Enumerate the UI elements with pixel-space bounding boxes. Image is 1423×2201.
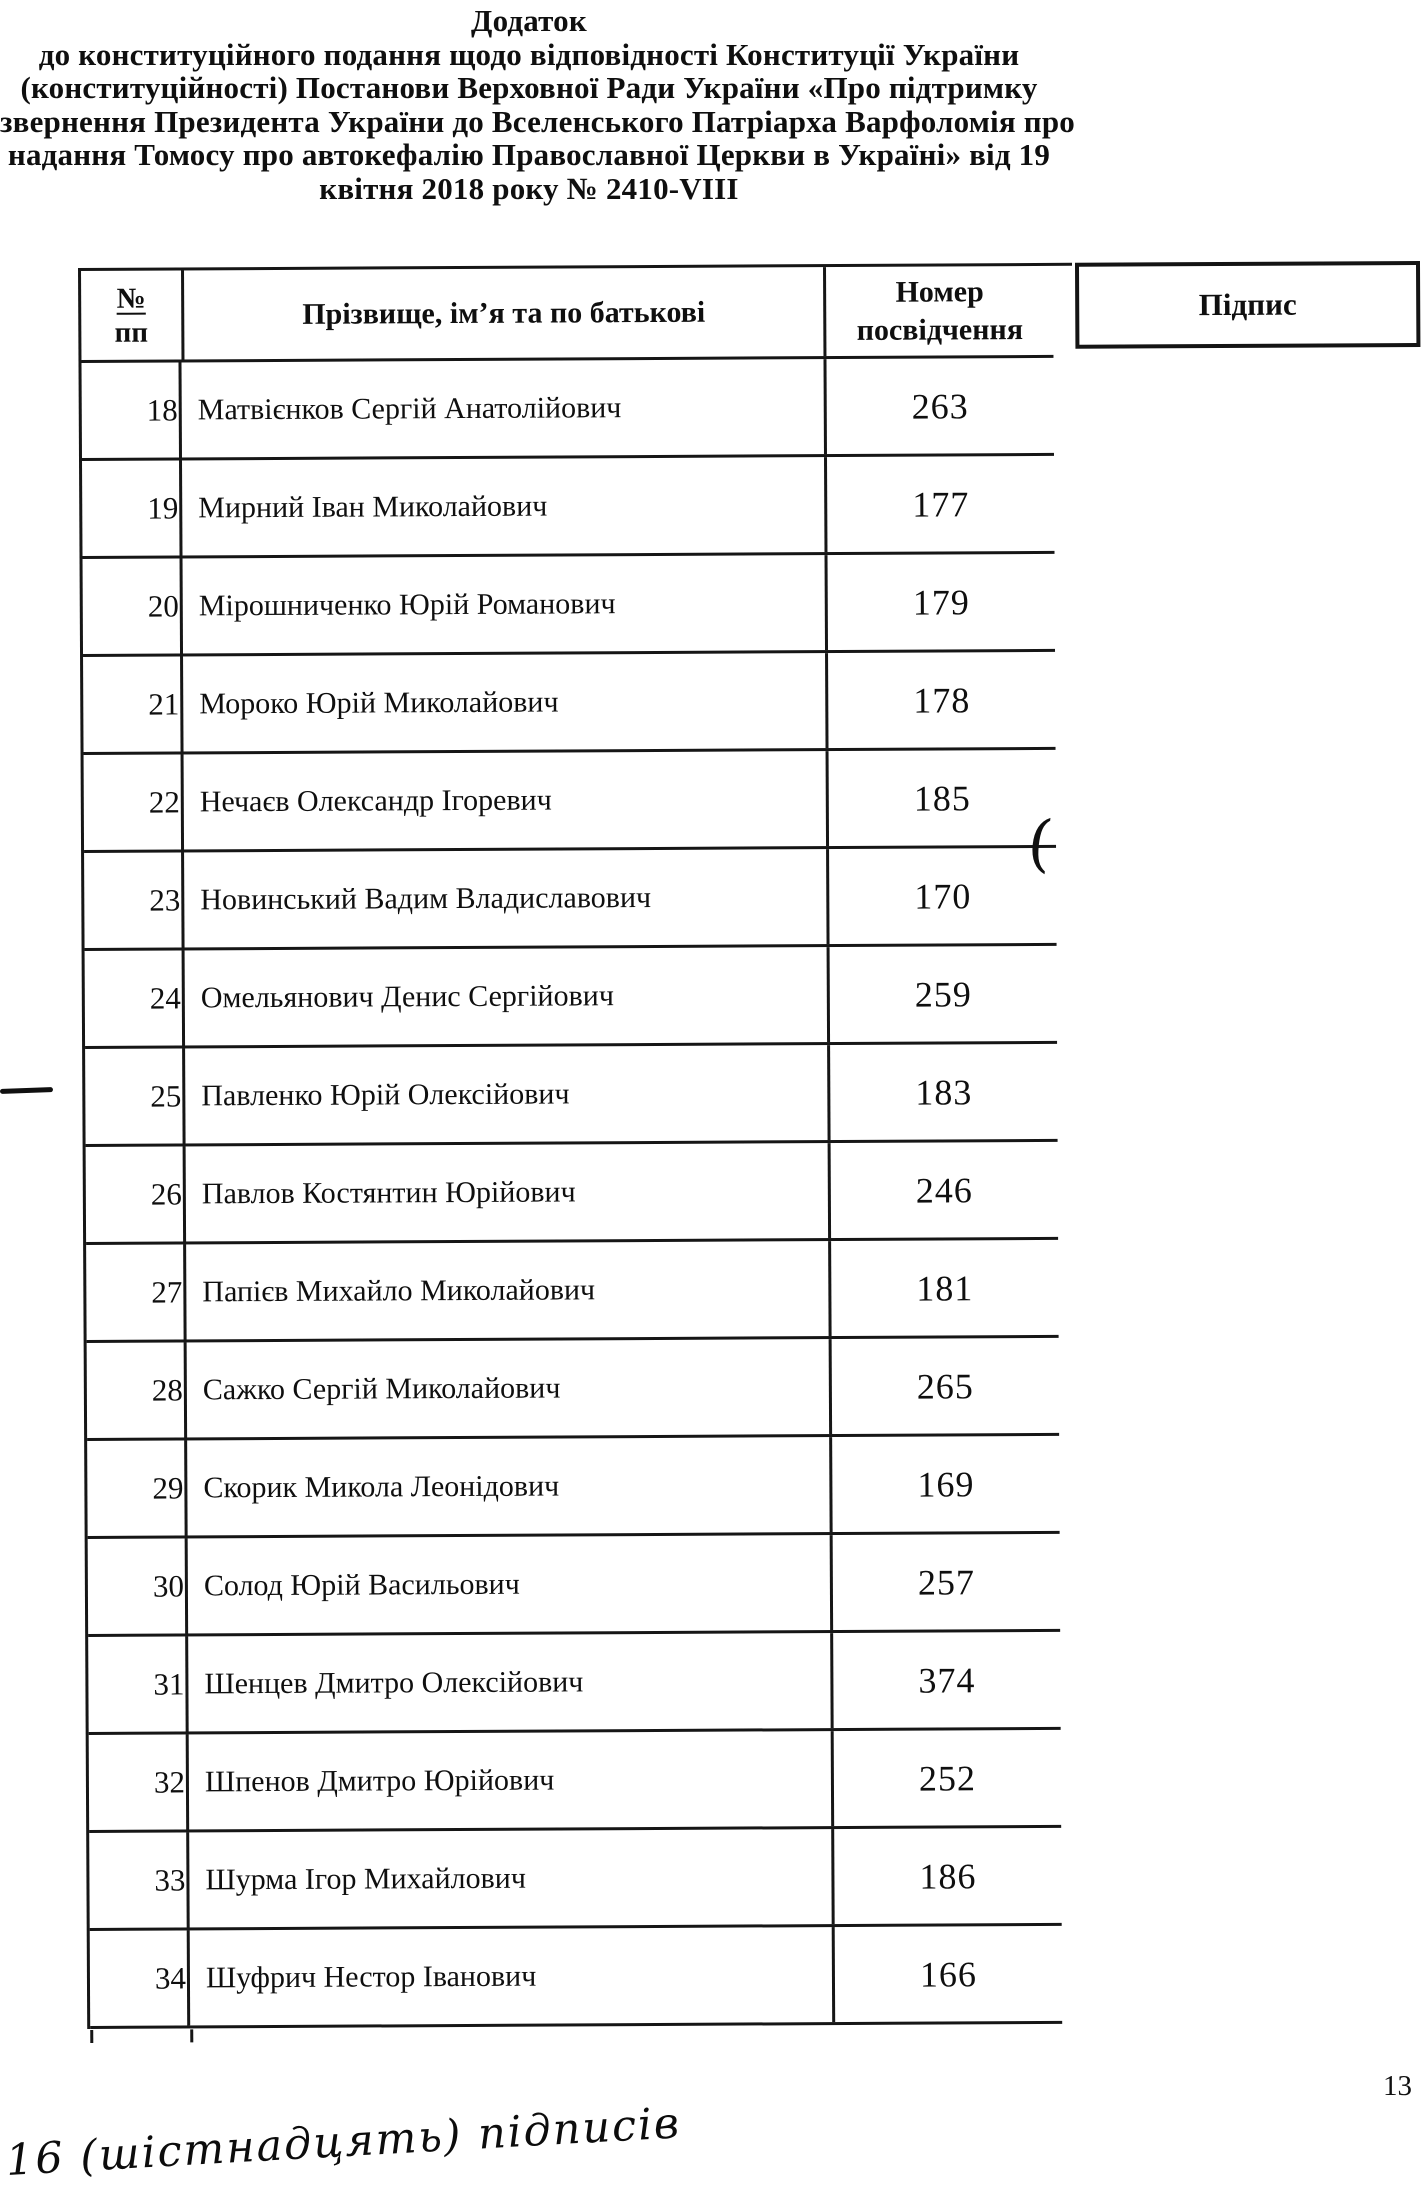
row-index-cell: 19 [82, 460, 182, 556]
data-table [78, 261, 1423, 2058]
page-number: 13 [1383, 2070, 1412, 2102]
cert-header-line2: посвідчення [856, 312, 1024, 347]
column-header-index [81, 270, 184, 360]
table-row [88, 1632, 1060, 1735]
row-name-cell: Павлов Костянтин Юрійович [186, 1143, 831, 1241]
table-row [89, 1730, 1061, 1833]
row-cert-cell: 178 [913, 679, 971, 721]
row-index-cell: 28 [87, 1342, 187, 1438]
table-row [87, 1436, 1059, 1539]
table-main [78, 266, 1062, 2029]
row-name-cell: Шуфрич Нестор Іванович [190, 1927, 835, 2025]
table-row [85, 946, 1057, 1049]
name-header-label: Прізвище, ім’я та по батькові [302, 295, 706, 331]
table-row [86, 1142, 1058, 1245]
row-cert-cell: 169 [917, 1463, 975, 1505]
row-name-cell: Шпенов Дмитро Юрійович [189, 1731, 834, 1829]
row-cert-cell: 177 [912, 483, 970, 525]
table-row [82, 456, 1054, 559]
row-name-cell: Мороко Юрій Миколайович [183, 653, 828, 751]
index-header-line1: № [116, 282, 146, 315]
table-row [81, 358, 1053, 461]
row-index-cell: 25 [85, 1048, 185, 1144]
signature-header-box [1075, 261, 1420, 349]
row-cert-cell: 166 [919, 1953, 978, 1995]
row-index-cell: 34 [90, 1930, 190, 2026]
row-cert-cell: 186 [919, 1855, 977, 1897]
title-line: (конституційності) Постанови Верховної Ради України «Про підтримку [20, 70, 1038, 105]
row-name-cell: Сажко Сергій Миколайович [187, 1339, 832, 1437]
index-header-line2: пп [114, 316, 149, 349]
row-name-cell: Матвієнков Сергій Анатолійович [181, 359, 826, 457]
table-row [85, 1044, 1057, 1147]
cert-header-line1: Номер [895, 274, 984, 309]
column-header-name [184, 267, 826, 359]
row-name-cell: Солод Юрій Васильович [188, 1535, 833, 1633]
row-index-cell: 27 [86, 1244, 186, 1340]
row-index-cell: 33 [89, 1832, 189, 1928]
row-name-cell: Нечаєв Олександр Ігоревич [184, 751, 829, 849]
row-cert-cell: 259 [914, 973, 972, 1015]
table-row [90, 1926, 1062, 2029]
handwritten-paren-mark: ( [1024, 804, 1057, 881]
table-row [89, 1828, 1061, 1931]
row-name-cell: Новинський Вадим Владиславович [184, 849, 829, 947]
row-cert-cell: 374 [918, 1659, 976, 1701]
divider-stub [190, 2029, 193, 2042]
row-cert-cell: 185 [913, 777, 971, 819]
row-cert-cell: 246 [915, 1169, 973, 1211]
document-title [0, 3, 1075, 206]
row-name-cell: Омельянович Денис Сергійович [185, 947, 830, 1045]
handwritten-note: 16 (шістнадцять) підписів [4, 2098, 683, 2186]
table-row [84, 750, 1056, 853]
row-index-cell: 29 [87, 1440, 187, 1536]
row-index-cell: 32 [89, 1734, 189, 1830]
row-index-cell: 30 [88, 1538, 188, 1634]
table-header-row [81, 266, 1053, 363]
table-row [86, 1240, 1058, 1343]
title-line: до конституційного подання щодо відповідності Конституції України [38, 36, 1020, 72]
row-cert-cell: 265 [916, 1365, 974, 1407]
row-index-cell: 20 [83, 558, 183, 654]
row-cert-cell: 263 [911, 385, 969, 427]
table-row [83, 554, 1055, 657]
row-name-cell: Павленко Юрій Олексійович [185, 1045, 830, 1143]
column-header-cert [826, 266, 1053, 356]
row-index-cell: 22 [84, 754, 184, 850]
row-index-cell: 18 [81, 362, 181, 458]
row-name-cell: Скорик Микола Леонідович [187, 1437, 832, 1535]
table-row [88, 1534, 1060, 1637]
row-name-cell: Шенцев Дмитро Олексійович [188, 1633, 833, 1731]
title-line: квітня 2018 року № 2410-VIII [319, 170, 739, 206]
row-index-cell: 24 [85, 950, 185, 1046]
row-cert-cell: 170 [914, 875, 972, 917]
title-line: надання Томосу про автокефалію Православної Церкви в Україні» від 19 [7, 137, 1051, 172]
title-line: Додаток [471, 3, 587, 38]
table-body [81, 358, 1062, 2029]
row-cert-cell: 252 [918, 1757, 977, 1799]
row-index-cell: 31 [88, 1636, 188, 1732]
row-cert-cell: 181 [916, 1267, 974, 1309]
row-name-cell: Папієв Михайло Миколайович [186, 1241, 831, 1339]
left-border-stub [90, 2030, 93, 2043]
row-cert-cell: 183 [915, 1071, 973, 1113]
row-index-cell: 21 [83, 656, 183, 752]
row-cert-cell: 257 [917, 1561, 975, 1603]
handwritten-margin-dash [0, 1087, 53, 1094]
table-row [87, 1338, 1059, 1441]
row-index-cell: 23 [84, 852, 184, 948]
row-cert-cell: 179 [912, 581, 970, 623]
row-name-cell: Мірошниченко Юрій Романович [183, 555, 828, 653]
title-line: звернення Президента України до Вселенського Патріарха Варфоломія про [0, 103, 1075, 139]
column-header-signature: Підпис [1198, 286, 1297, 323]
row-index-cell: 26 [86, 1146, 186, 1242]
table-row [83, 652, 1055, 755]
row-name-cell: Мирний Іван Миколайович [182, 457, 827, 555]
table-row [84, 848, 1056, 951]
row-name-cell: Шурма Ігор Михайлович [189, 1829, 834, 1927]
